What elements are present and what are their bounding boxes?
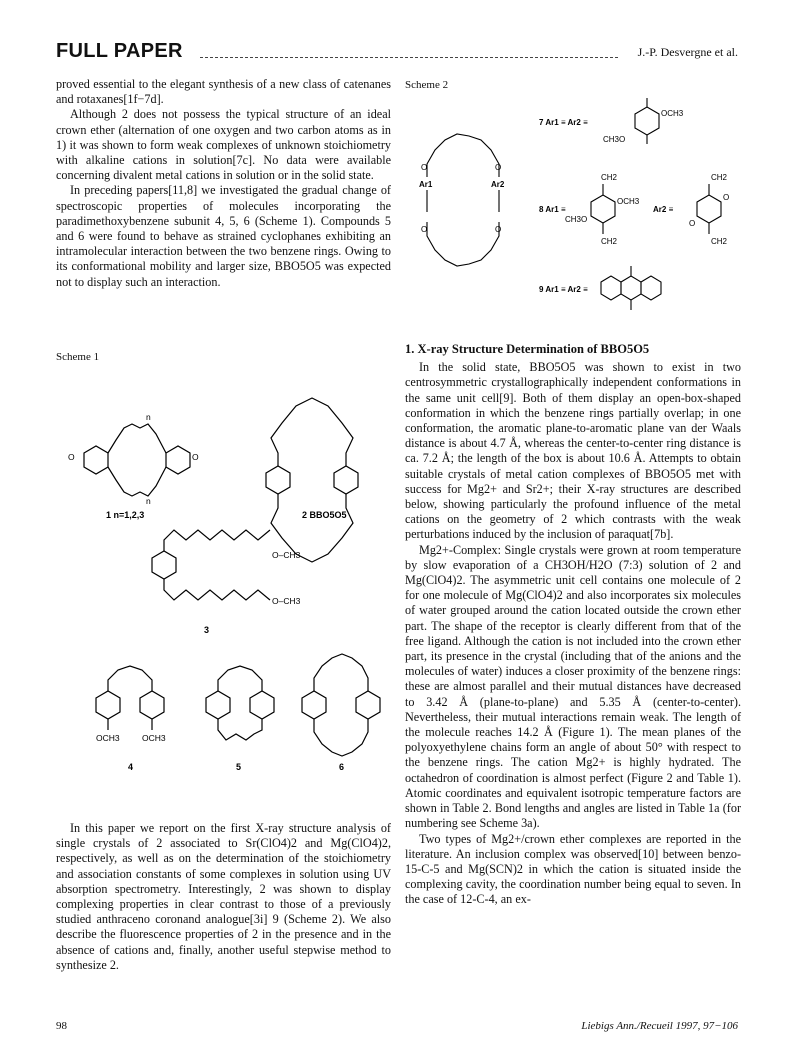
och3-label: OCH3 bbox=[617, 197, 640, 206]
och3-label: OCH3 bbox=[96, 733, 120, 743]
polyether-chain bbox=[108, 666, 152, 691]
repeat-label: n bbox=[146, 496, 151, 506]
benzene-ring bbox=[302, 691, 326, 719]
journal-citation: Liebigs Ann./Recueil 1997, 97−106 bbox=[581, 1020, 738, 1032]
polyether-chain bbox=[108, 467, 166, 496]
benzene-ring bbox=[206, 691, 230, 719]
benzene-ring bbox=[591, 195, 615, 223]
benzene-ring bbox=[334, 466, 358, 494]
right-column bbox=[405, 342, 741, 908]
compound-label: 7 Ar1 ≡ Ar2 ≡ bbox=[539, 118, 588, 127]
quinone-ring bbox=[697, 195, 721, 223]
paragraph: In preceding papers[11,8] we investigated the gradual change of spectroscopic properties of molecules incorporating the paradimethoxybenzene subunit 4, 5, 6 (Scheme 1). Compounds 5 and 6 were found to behave as strained cyclophanes exhibiting an intramolecular interaction between the two benzene rings. Owing to its conformational mobility and larger size, BBO5O5 was expected not to display such an interaction. bbox=[56, 183, 391, 289]
compound-label: 4 bbox=[128, 762, 134, 772]
compound-label: 1 n=1,2,3 bbox=[106, 510, 145, 520]
benzene-ring bbox=[266, 466, 290, 494]
left-column-top bbox=[56, 77, 391, 290]
polyether-chain bbox=[427, 134, 502, 177]
benzene-ring bbox=[166, 446, 190, 474]
polyether-chain bbox=[427, 222, 502, 266]
polyether-chain bbox=[164, 579, 270, 600]
polyether-chain bbox=[218, 666, 262, 691]
atom-label: O bbox=[192, 452, 199, 462]
polyether-chain bbox=[271, 398, 353, 466]
section-title: 1. X-ray Structure Determination of BBO5O5 bbox=[405, 342, 650, 356]
atom-label: O bbox=[421, 163, 428, 172]
ar-label: Ar1 bbox=[419, 180, 433, 189]
ch2-label: CH2 bbox=[711, 237, 728, 246]
anthracene-ring bbox=[641, 276, 661, 300]
compound-label: 6 bbox=[339, 762, 345, 772]
scheme1-figure bbox=[56, 368, 391, 788]
atom-label: O bbox=[689, 219, 696, 228]
scheme2-label: Scheme 2 bbox=[405, 79, 449, 91]
benzene-ring bbox=[152, 551, 176, 579]
benzene-ring bbox=[140, 691, 164, 719]
atom-label: O bbox=[723, 193, 730, 202]
paragraph: Mg2+-Complex: Single crystals were grown at room temperature by slow evaporation of a CH3OH/H2O (7:3) solution of 2 and Mg(ClO4)2. The asymmetric unit cell contains one molecule of 2 for one molecule of Mg(ClO4)2 and also incorporates six molecules of water grouped around the cation located outside the crown ether part. The shape of the receptor is clearly different from that of the free ligand. Although the cation is not included into the crown ether part, its presence in the crystal (including that of the anions and the molecules of water) induces a closer proximity of the benzene rings: these are almost parallel and their mutual distances have decreased to 3.42 Å (plane-to-plane) and 5.35 Å (center-to-center). Nevertheless, their mutual interactions remain weak. The length of the molecule reaches 14.2 Å (Figure 1). The mean planes of the polyoxyethylene chains form an angle of about 50° with respect to the benzene rings. The cation Mg2+ is highly hydrated. The octahedron of coordination is almost perfect (Figure 2 and Table 1). Atomic coordinates and equivalent isotropic temperature factors are shown in Table 2. Bond lengths and angles are listed in Table 1a (for numbering see Scheme 3a). bbox=[405, 542, 741, 831]
ar-label: Ar2 bbox=[491, 180, 505, 189]
section-heading: FULL PAPER bbox=[56, 40, 183, 62]
benzene-ring bbox=[356, 691, 380, 719]
repeat-label: n bbox=[146, 412, 151, 422]
paragraph: In the solid state, BBO5O5 was shown to exist in two centrosymmetric crystallographically independent conformations in the same unit cell[9]. Both of them display an open-box-shaped conformation in which the benzene rings partially overlap; in one conformation, the aromatic plane-to-aromatic plane van der Waals distance is about 4.7 Å, whereas the center-to-center ring distance is ca. 7.2 Å; the length of the box is about 10.6 Å. Attempts to obtain suitable crystals of metal cation complexes of BBO5O5 met with success for Mg2+ and Sr2+; their X-ray structures are described below, showing particularly the profound influence of the metal cations on the geometry of 2 which contrasts with the weak perturbations induced by the inclusion of paraquat[7b]. bbox=[405, 360, 741, 542]
scheme1-label: Scheme 1 bbox=[56, 351, 100, 363]
anthracene-ring bbox=[621, 276, 641, 300]
benzene-ring bbox=[250, 691, 274, 719]
ch2-label: CH2 bbox=[711, 173, 728, 182]
ch2-label: CH2 bbox=[601, 237, 618, 246]
compound-label: 8 Ar1 ≡ bbox=[539, 205, 566, 214]
benzene-ring bbox=[96, 691, 120, 719]
scheme2-figure bbox=[405, 92, 741, 317]
atom-label: O bbox=[68, 452, 75, 462]
compound-label: 9 Ar1 ≡ Ar2 ≡ bbox=[539, 285, 588, 294]
atom-label: O bbox=[495, 225, 502, 234]
atom-label: O bbox=[421, 225, 428, 234]
paragraph: proved essential to the elegant synthesis of a new class of catenanes and rotaxanes[1f−7d]. bbox=[56, 77, 391, 107]
polyether-chain bbox=[314, 719, 368, 756]
och3-label: OCH3 bbox=[142, 733, 166, 743]
paragraph: Two types of Mg2+/crown ether complexes are reported in the literature. An inclusion complex was observed[10] between benzo-15-C-5 and Mg(SCN)2 in which the cation is situated inside the complexing cavity, the coordination number being equal to seven. In the case of 12-C-4, an ex- bbox=[405, 831, 741, 907]
left-column-bottom bbox=[56, 821, 391, 973]
ch3o-label: CH3O bbox=[565, 215, 588, 224]
polyether-chain bbox=[164, 530, 270, 551]
anthracene-ring bbox=[601, 276, 621, 300]
compound-label: Ar2 ≡ bbox=[653, 205, 674, 214]
compound-label: 5 bbox=[236, 762, 242, 772]
ch3-label: O–CH3 bbox=[272, 596, 301, 606]
benzene-ring bbox=[84, 446, 108, 474]
ch3-label: O–CH3 bbox=[272, 550, 301, 560]
compound-label: 2 BBO5O5 bbox=[302, 510, 347, 520]
ch3o-label: CH3O bbox=[603, 135, 626, 144]
benzene-ring bbox=[635, 107, 659, 135]
header-rule bbox=[200, 57, 618, 58]
och3-label: OCH3 bbox=[661, 109, 684, 118]
running-author: J.-P. Desvergne et al. bbox=[637, 45, 738, 59]
compound-label: 3 bbox=[204, 625, 210, 635]
paragraph: In this paper we report on the first X-ray structure analysis of single crystals of 2 associated to Sr(ClO4)2 and Mg(ClO4)2, respectively, as well as on the determination of the stoichiometry and association constants of some complexes in solution using UV absorption spectrometry. Interestingly, 2 was shown to display complexing properties in clear contrast to those of a previously studied anthraceno coronand analogue[3i] 9 (Scheme 2). We also describe the fluorescence properties of 2 in the presence and in the absence of cations and, finally, another useful stepwise method to synthesize 2. bbox=[56, 821, 391, 972]
polyether-chain bbox=[314, 654, 368, 691]
polyether-chain bbox=[108, 424, 166, 453]
ch2-label: CH2 bbox=[601, 173, 618, 182]
atom-label: O bbox=[495, 163, 502, 172]
page-number: 98 bbox=[56, 1020, 67, 1032]
paragraph: Although 2 does not possess the typical structure of an ideal crown ether (alternation of one oxygen and two carbon atoms as in 1) it was shown to form weak complexes of unknown stoichiometry with alkaline cations in solution[7c]. No data were available concerning divalent metal cations in solution or in the solid state. bbox=[56, 107, 391, 183]
polyether-chain bbox=[218, 719, 262, 740]
